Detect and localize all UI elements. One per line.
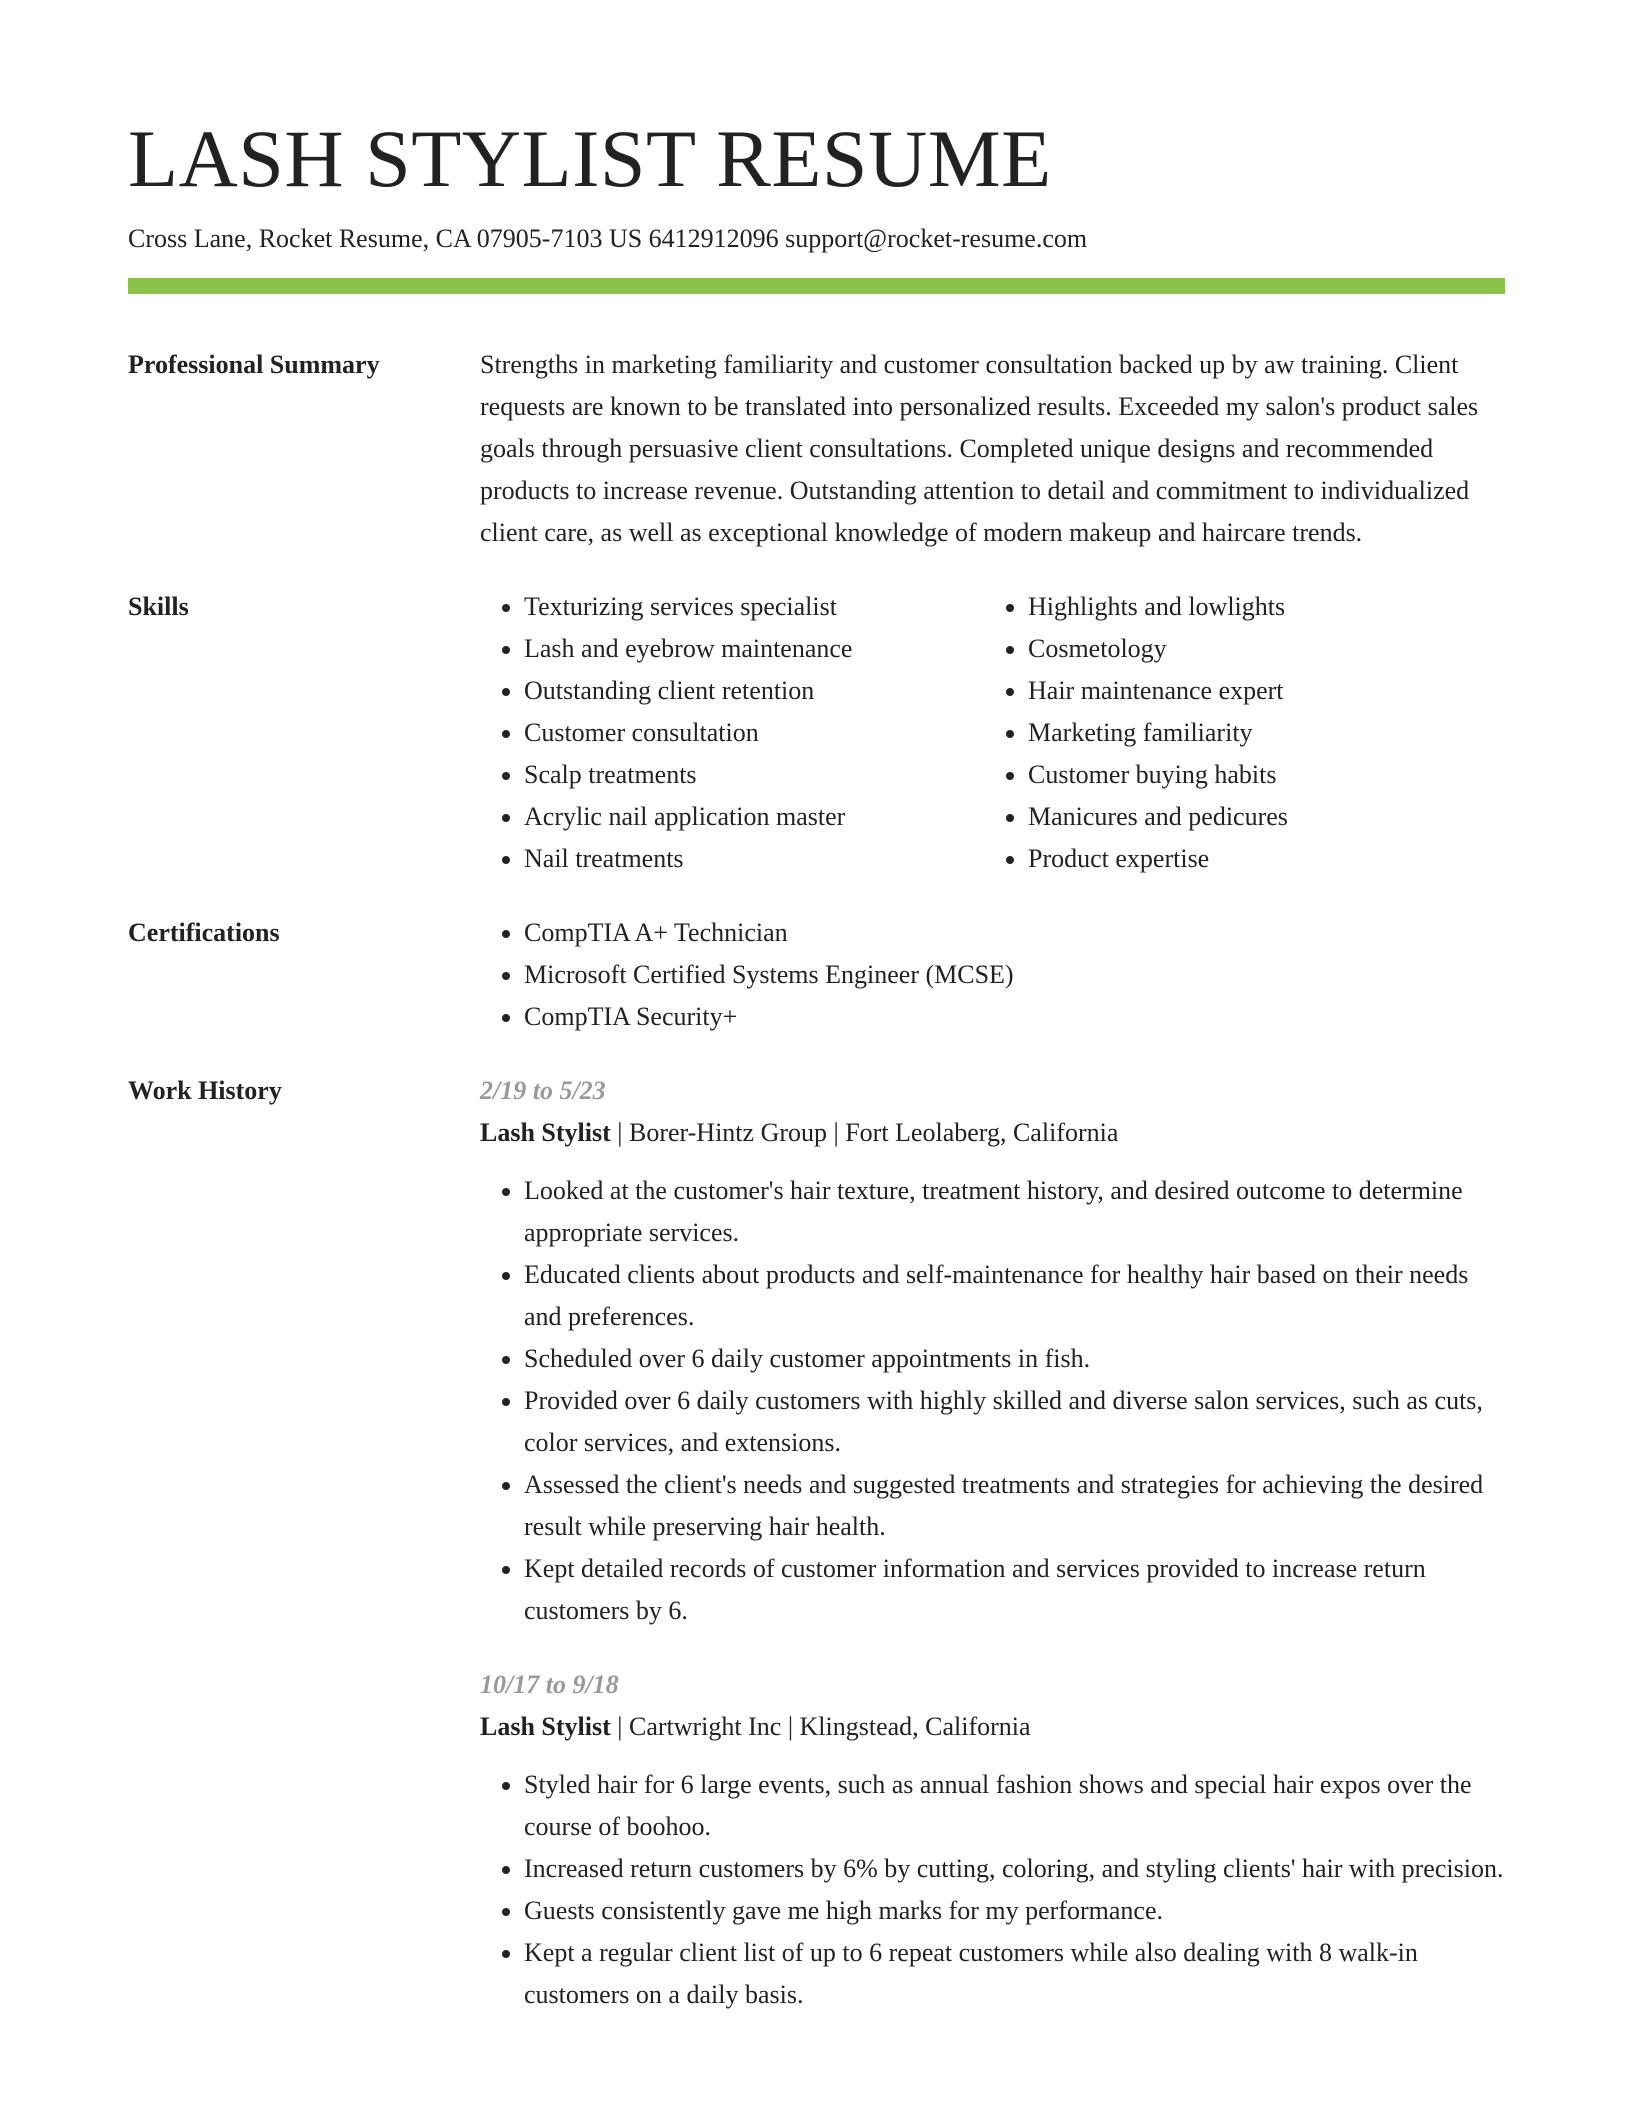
job-dates: 2/19 to 5/23 bbox=[480, 1075, 606, 1105]
job-entry bbox=[480, 1070, 1505, 1632]
skill-item: • Manicures and pedicures bbox=[1028, 796, 1528, 838]
contact-info: Cross Lane, Rocket Resume, CA 07905-7103 US 6412912096 support@rocket-resume.com bbox=[128, 224, 1088, 253]
job-employer-location: | Borer-Hintz Group | Fort Leolaberg, California bbox=[610, 1117, 1119, 1147]
certification-item: • Microsoft Certified Systems Engineer (MCSE) bbox=[524, 954, 1505, 996]
section-label-certifications: Certifications bbox=[128, 917, 280, 947]
summary-text: Strengths in marketing familiarity and customer consultation backed up by aw training. Client requests are known to be translated into personalized results. Exceeded my salon's product sales goals through persuasive client consultations. Completed unique designs and recommended products to increase revenue. Outstanding attention to detail and commitment to individualized client care, as well as exceptional knowledge of modern makeup and haircare trends. bbox=[480, 349, 1479, 547]
section-label-skills: Skills bbox=[128, 591, 189, 621]
skills-list-left bbox=[480, 586, 984, 880]
skill-item: • Outstanding client retention bbox=[524, 670, 984, 712]
job-employer-location: | Cartwright Inc | Klingstead, California bbox=[610, 1711, 1031, 1741]
skill-item: • Texturizing services specialist bbox=[524, 586, 984, 628]
resume-title: LASH STYLIST RESUME bbox=[128, 113, 1052, 204]
skill-item: • Nail treatments bbox=[524, 838, 984, 880]
job-bullet: • Scheduled over 6 daily customer appointments in fish. bbox=[524, 1338, 1505, 1380]
skills-section bbox=[128, 586, 1505, 880]
skills-columns bbox=[480, 586, 1528, 880]
section-label-summary: Professional Summary bbox=[128, 349, 380, 379]
work-history-section bbox=[128, 1070, 1505, 2016]
skill-item: • Highlights and lowlights bbox=[1028, 586, 1528, 628]
job-bullet: • Provided over 6 daily customers with highly skilled and diverse salon services, such as cuts, color services, and extensions. bbox=[524, 1380, 1505, 1464]
work-history-body bbox=[480, 1070, 1505, 2016]
skill-item: • Lash and eyebrow maintenance bbox=[524, 628, 984, 670]
certifications-body bbox=[480, 912, 1505, 1038]
job-bullet: • Increased return customers by 6% by cutting, coloring, and styling clients' hair with precision. bbox=[524, 1848, 1505, 1890]
job-bullet: • Assessed the client's needs and suggested treatments and strategies for achieving the desired result while preserving hair health. bbox=[524, 1464, 1505, 1548]
job-bullet: • Looked at the customer's hair texture, treatment history, and desired outcome to determine appropriate services. bbox=[524, 1170, 1505, 1254]
job-title: Lash Stylist bbox=[480, 1117, 611, 1147]
header-divider bbox=[128, 278, 1505, 294]
skill-item: • Customer consultation bbox=[524, 712, 984, 754]
skill-item: • Marketing familiarity bbox=[1028, 712, 1528, 754]
job-bullet: • Kept a regular client list of up to 6 repeat customers while also dealing with 8 walk-in customers on a daily basis. bbox=[524, 1932, 1505, 2016]
job-bullet-list bbox=[480, 1170, 1505, 1632]
certification-item: • CompTIA A+ Technician bbox=[524, 912, 1505, 954]
certifications-section bbox=[128, 912, 1505, 1038]
job-bullet: • Educated clients about products and self-maintenance for healthy hair based on their needs and preferences. bbox=[524, 1254, 1505, 1338]
skill-item: • Customer buying habits bbox=[1028, 754, 1528, 796]
job-bullet: • Guests consistently gave me high marks for my performance. bbox=[524, 1890, 1505, 1932]
job-heading bbox=[480, 1706, 1505, 1748]
resume-page bbox=[128, 113, 1505, 2016]
job-bullet: • Styled hair for 6 large events, such as annual fashion shows and special hair expos over the course of boohoo. bbox=[524, 1764, 1505, 1848]
skill-item: • Hair maintenance expert bbox=[1028, 670, 1528, 712]
skill-item: • Product expertise bbox=[1028, 838, 1528, 880]
job-entry bbox=[480, 1664, 1505, 2016]
job-title: Lash Stylist bbox=[480, 1711, 611, 1741]
certifications-list bbox=[480, 912, 1505, 1038]
job-bullet: • Kept detailed records of customer information and services provided to increase return customers by 6. bbox=[524, 1548, 1505, 1632]
skills-list-right bbox=[984, 586, 1528, 880]
skill-item: • Cosmetology bbox=[1028, 628, 1528, 670]
job-bullet-list bbox=[480, 1764, 1505, 2016]
job-heading bbox=[480, 1112, 1505, 1154]
skill-item: • Acrylic nail application master bbox=[524, 796, 984, 838]
job-dates: 10/17 to 9/18 bbox=[480, 1669, 619, 1699]
skill-item: • Scalp treatments bbox=[524, 754, 984, 796]
summary-section bbox=[128, 344, 1505, 554]
certification-item: • CompTIA Security+ bbox=[524, 996, 1505, 1038]
section-label-work-history: Work History bbox=[128, 1075, 282, 1105]
